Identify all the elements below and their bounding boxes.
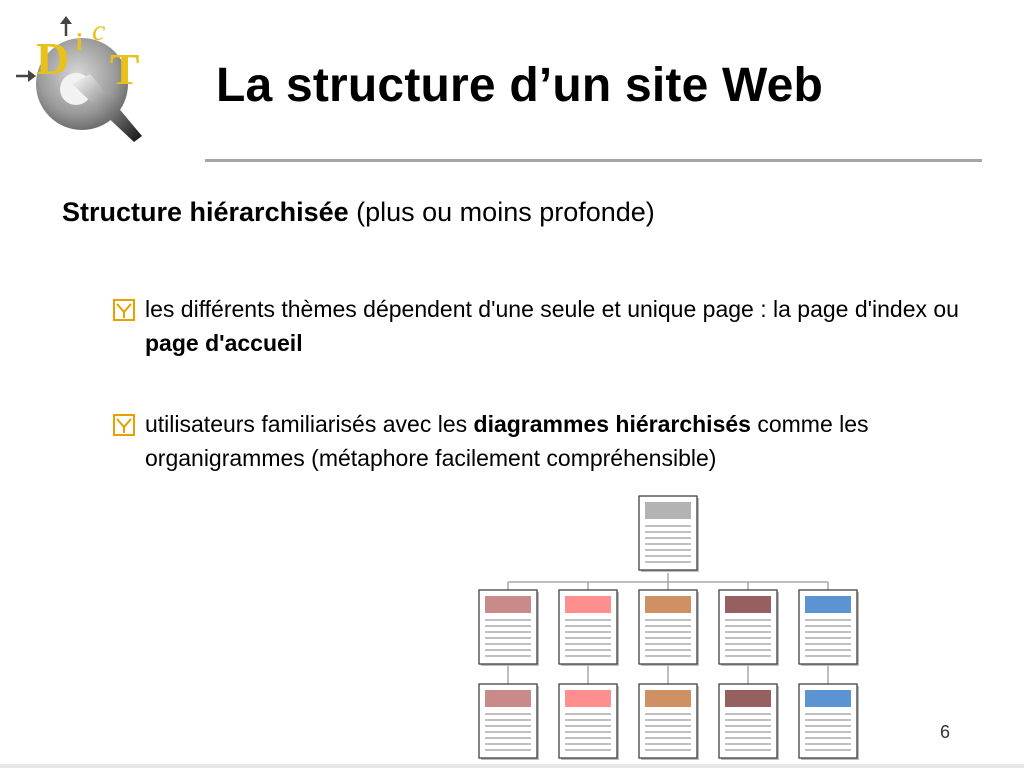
page-number: 6	[940, 722, 951, 742]
section-heading	[62, 197, 655, 228]
bullet-text-bold: diagrammes hiérarchisés	[473, 411, 751, 437]
level1-page-node	[479, 590, 539, 666]
level1-page-node	[639, 590, 699, 666]
slide-title: La structure d’un site Web	[216, 59, 824, 112]
root-page-node	[639, 496, 699, 572]
section-heading-bold: Structure hiérarchisée	[62, 197, 349, 227]
hierarchy-diagram-graphic	[470, 490, 870, 768]
bullet-text-after: comme les organigrammes (métaphore facilement compréhensible)	[145, 411, 869, 471]
hierarchy-diagram	[470, 490, 870, 768]
section-heading-rest: (plus ou moins profonde)	[348, 197, 655, 227]
checkbox-bullet-icon	[113, 414, 135, 436]
right-arrow-icon	[16, 70, 36, 82]
footer-band	[0, 764, 1024, 768]
level1-page-node	[559, 590, 619, 666]
level2-page-node	[799, 684, 859, 760]
bullet-text-bold: page d'accueil	[145, 330, 303, 356]
logo-letter-d: D	[36, 33, 70, 84]
bullet-text: les différents thèmes dépendent d'une seule et unique page : la page d'index ou	[145, 296, 959, 322]
checkbox-bullet-icon	[113, 299, 135, 321]
level2-page-node	[639, 684, 699, 760]
bullet-item	[113, 292, 963, 360]
title-divider	[205, 159, 982, 162]
level1-page-node	[719, 590, 779, 666]
logo-letter-i: i	[76, 30, 83, 56]
level1-page-node	[799, 590, 859, 666]
logo-letter-c: c	[92, 14, 106, 47]
logo-graphic	[14, 14, 154, 144]
level2-page-node	[479, 684, 539, 760]
bullet-item	[113, 407, 963, 475]
level2-page-node	[559, 684, 619, 760]
logo-letter-t: T	[110, 45, 140, 94]
bullet-text: utilisateurs familiarisés avec les	[145, 411, 474, 437]
level2-page-node	[719, 684, 779, 760]
dict-logo	[14, 14, 154, 144]
